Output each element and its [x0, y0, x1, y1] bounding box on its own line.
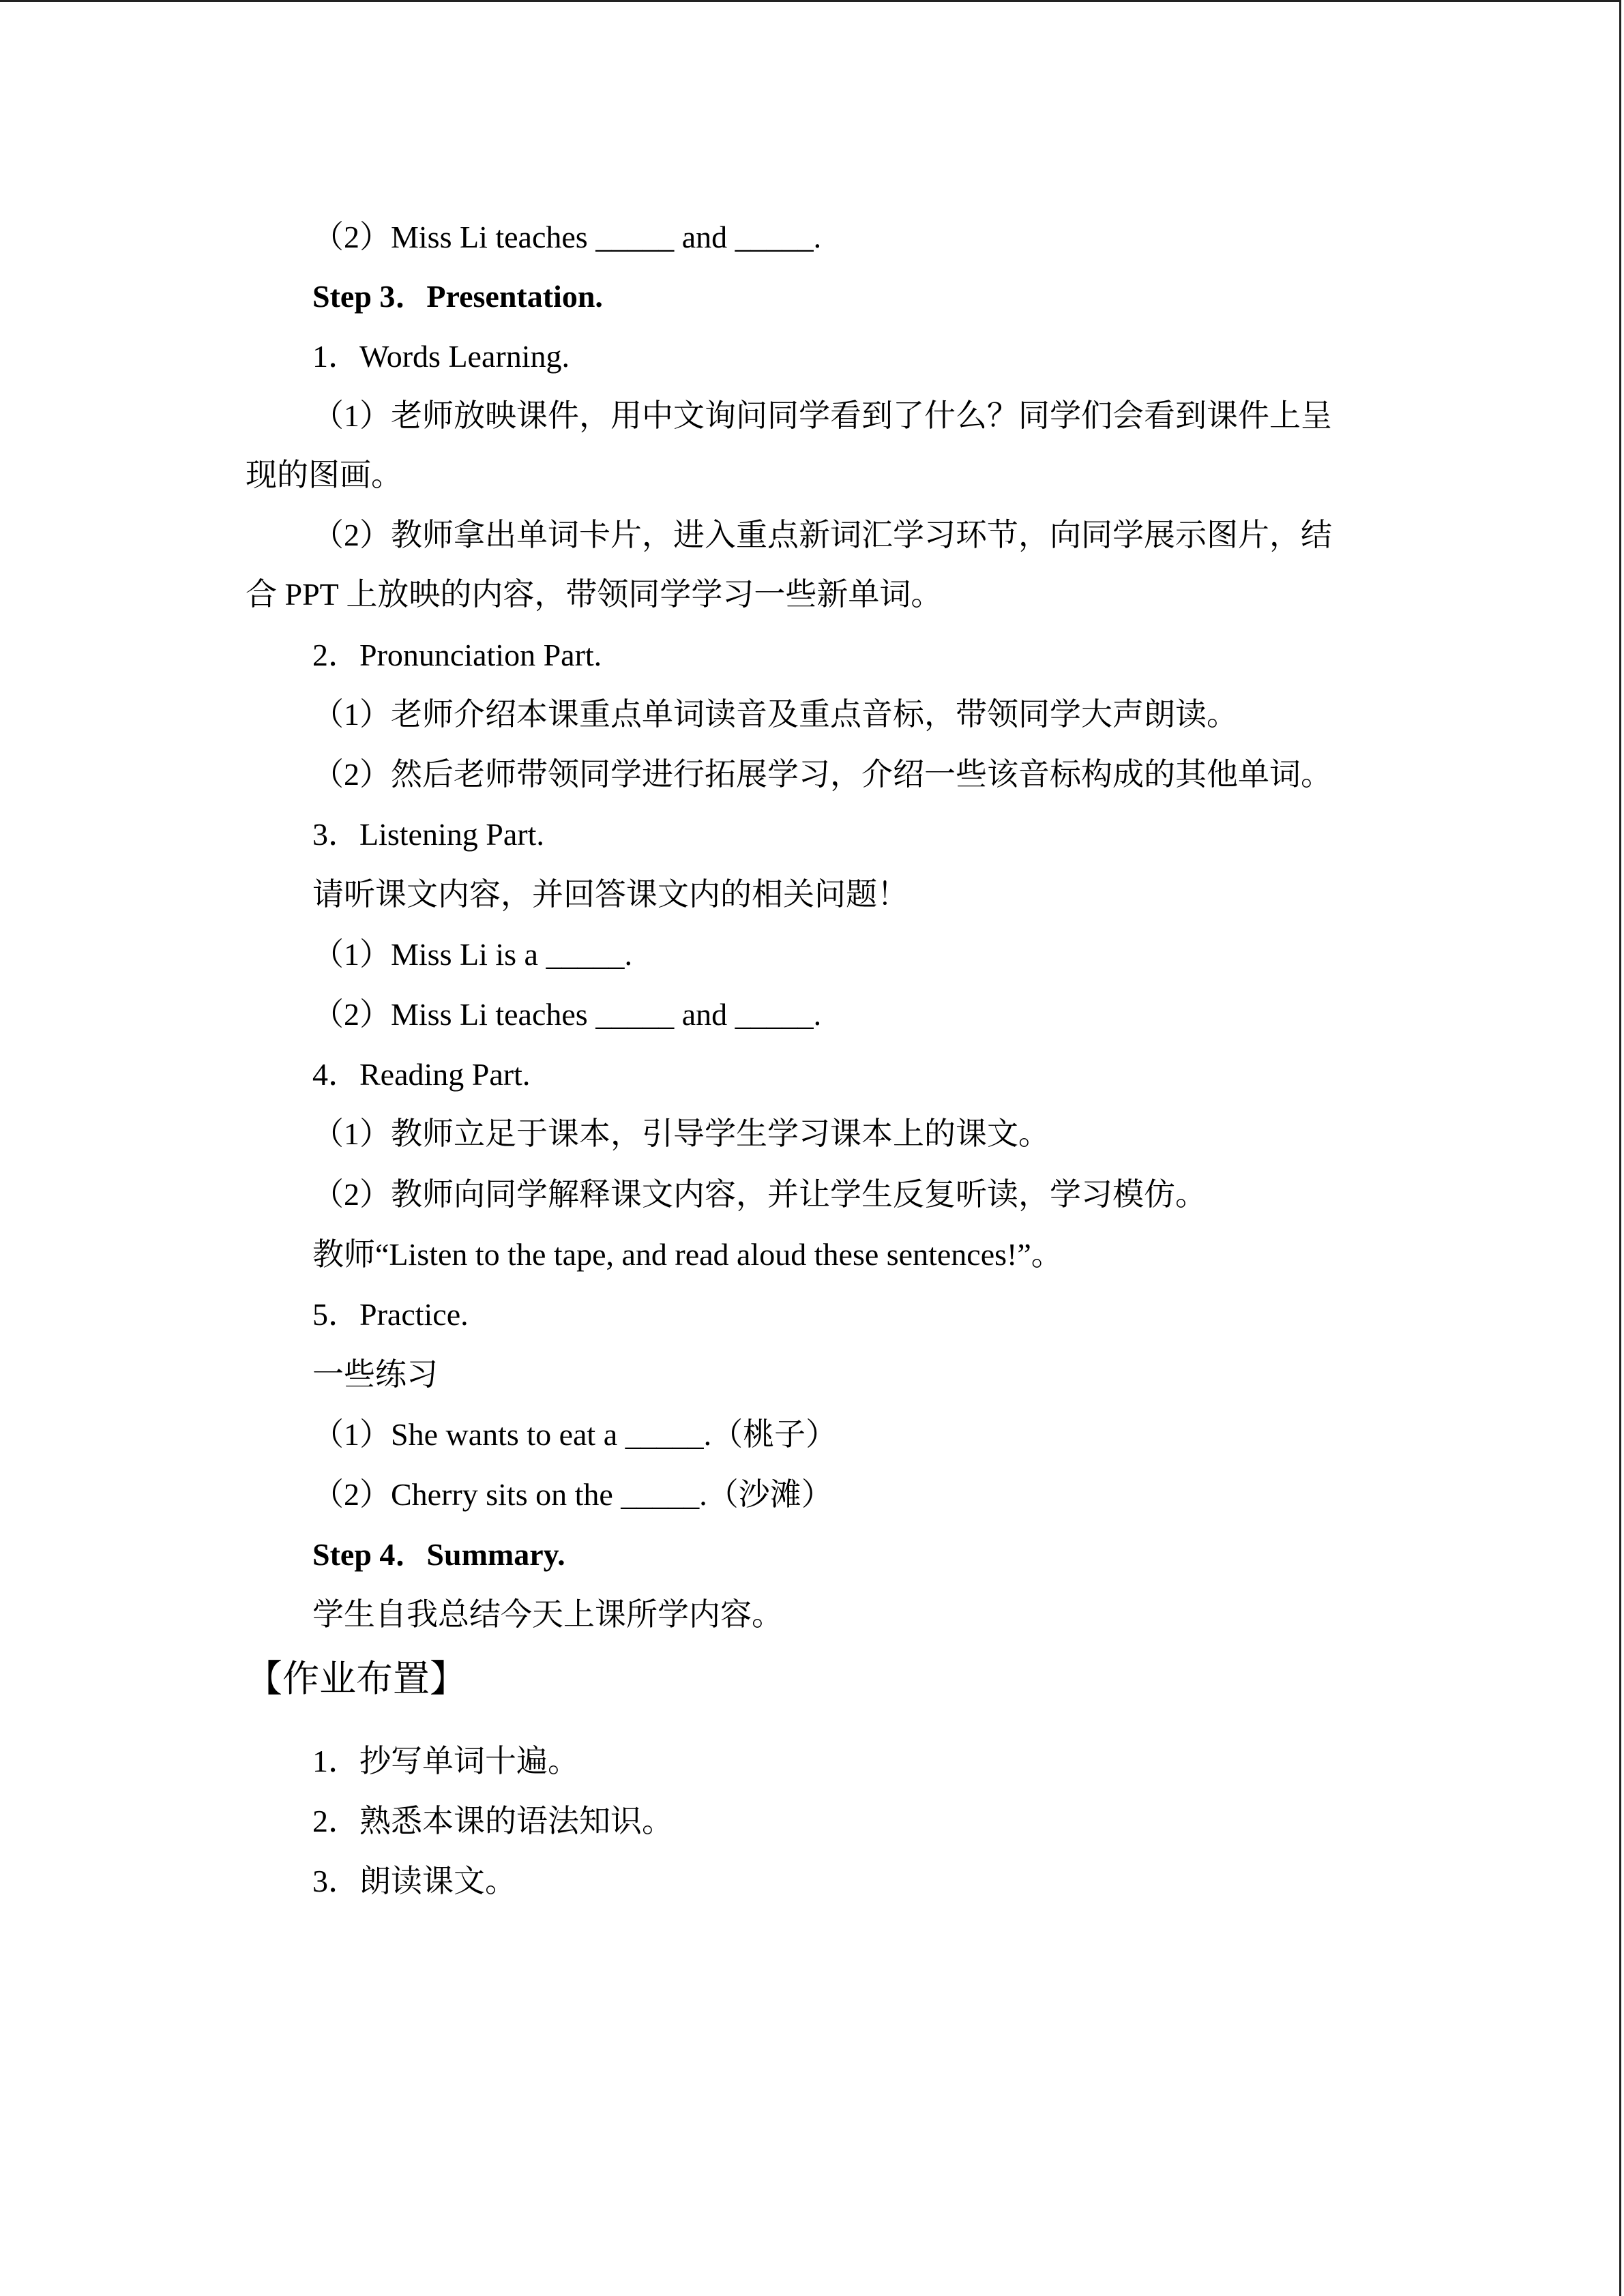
question-line: （2）Miss Li teaches _____ and _____. — [312, 220, 822, 254]
paragraph-line: 合 PPT 上放映的内容，带领同学学习一些新单词。 — [246, 577, 943, 612]
paragraph-line: 教师“Listen to the tape, and read aloud these sentences!”。 — [312, 1237, 1063, 1272]
paragraph-line: 请听课文内容，并回答课文内的相关问题！ — [312, 877, 909, 912]
homework-item: 2．熟悉本课的语法知识。 — [312, 1804, 673, 1838]
paragraph-line: （2）然后老师带领同学进行拓展学习，介绍一些该音标构成的其他单词。 — [312, 757, 1332, 792]
step-heading: Step 3．Presentation. — [312, 279, 603, 314]
paragraph-line: （2）教师拿出单词卡片，进入重点新词汇学习环节，向同学展示图片，结 — [312, 518, 1332, 552]
question-line: （1）Miss Li is a _____. — [312, 937, 632, 972]
homework-item: 1．抄写单词十遍。 — [312, 1744, 579, 1778]
paragraph-line: 现的图画。 — [246, 458, 402, 492]
homework-item: 3．朗读课文。 — [312, 1864, 516, 1898]
paragraph-line: 学生自我总结今天上课所学内容。 — [312, 1597, 783, 1632]
subsection-title: 4．Reading Part. — [312, 1057, 531, 1092]
step-heading: Step 4．Summary. — [312, 1537, 565, 1572]
subsection-title: 2．Pronunciation Part. — [312, 638, 602, 672]
homework-heading: 【作业布置】 — [246, 1657, 467, 1700]
question-line: （2）Cherry sits on the _____.（沙滩） — [312, 1477, 833, 1512]
question-line: （1）She wants to eat a _____.（桃子） — [312, 1417, 838, 1452]
paragraph-line: （2）教师向同学解释课文内容，并让学生反复听读，学习模仿。 — [312, 1177, 1207, 1212]
question-line: （2）Miss Li teaches _____ and _____. — [312, 997, 822, 1032]
paragraph-line: 一些练习 — [312, 1357, 438, 1392]
subsection-title: 1．Words Learning. — [312, 339, 570, 374]
paragraph-line: （1）老师介绍本课重点单词读音及重点音标，带领同学大声朗读。 — [312, 697, 1238, 732]
subsection-title: 5．Practice. — [312, 1297, 469, 1332]
paragraph-line: （1）老师放映课件，用中文询问同学看到了什么？同学们会看到课件上呈 — [312, 398, 1332, 433]
subsection-title: 3．Listening Part. — [312, 817, 544, 852]
paragraph-line: （1）教师立足于课本，引导学生学习课本上的课文。 — [312, 1116, 1050, 1151]
